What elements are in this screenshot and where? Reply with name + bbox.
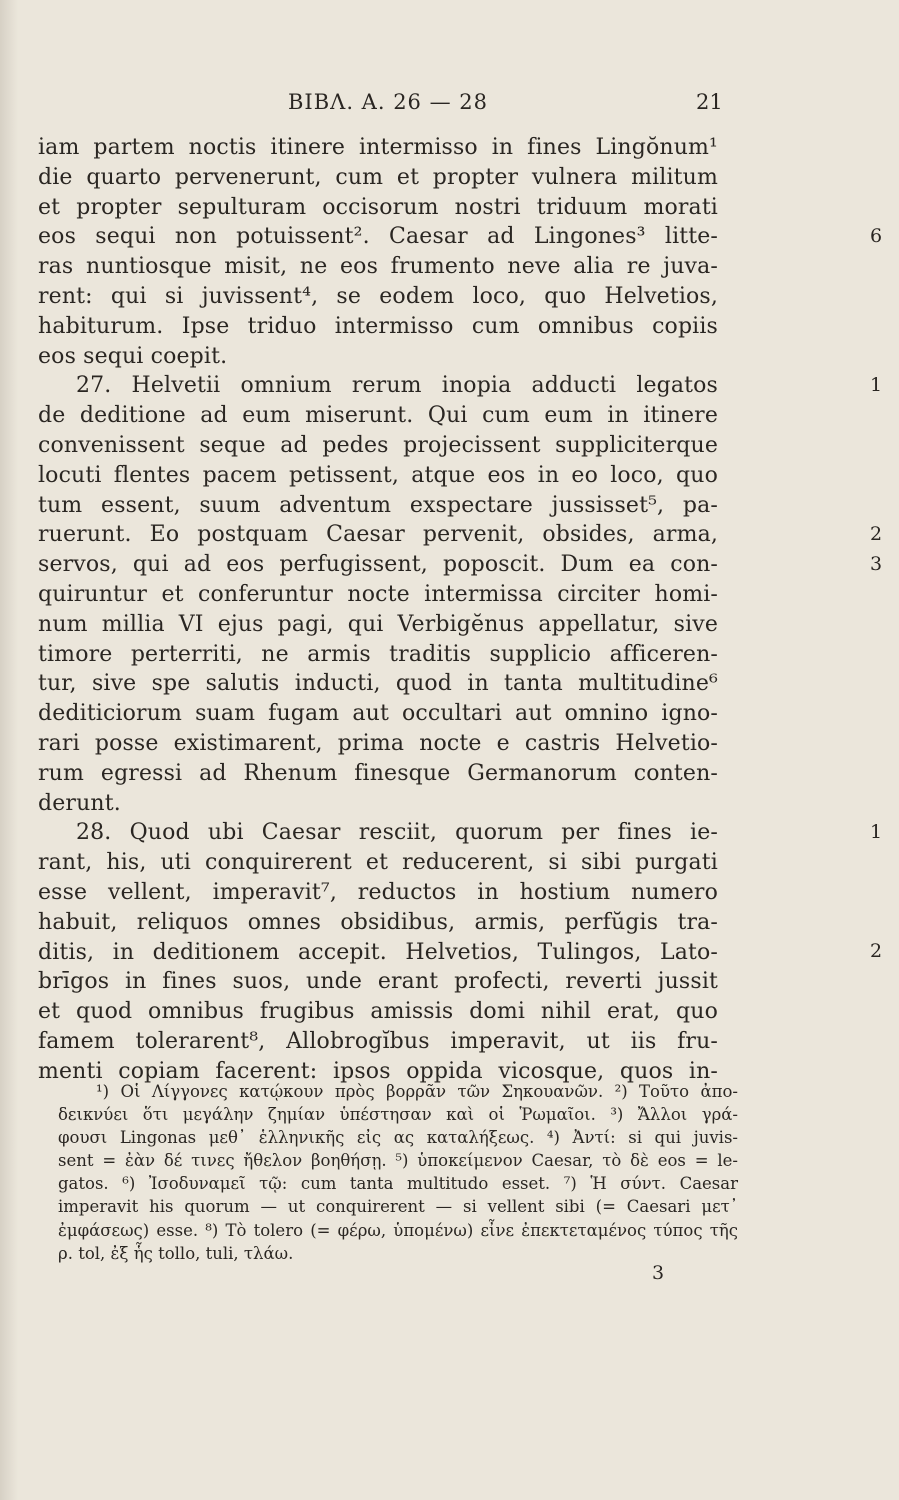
- text-line: et quod omnibus frugibus amissis domi nihil erat, quo: [38, 999, 718, 1025]
- text-line: habuit, reliquos omnes obsidibus, armis, perfŭgis tra-: [38, 909, 718, 935]
- margin-number: 1: [870, 374, 883, 396]
- text-line: servos, qui ad eos perfugissent, poposcit. Dum ea con-: [38, 552, 718, 578]
- text-line: eos sequi non potuissent². Caesar ad Lingones³ litte-: [38, 224, 718, 250]
- footnotes: [58, 1080, 738, 1265]
- text-line: timore perterriti, ne armis traditis supplicio afficeren-: [38, 641, 718, 667]
- footnote-line: imperavit his quorum — ut conquirerent — si vellent sibi (= Caesari μετ᾽: [58, 1197, 738, 1217]
- margin-number: 2: [870, 940, 883, 962]
- footnote-line: sent = ἐὰν δέ τινες ἤθελον βοηθήσῃ. ⁵) ὑποκείμενον Caesar, τὸ δὲ eos = le-: [58, 1151, 738, 1171]
- text-line: rent: qui si juvissent⁴, se eodem loco, quo Helvetios,: [38, 283, 718, 309]
- text-line: rant, his, uti conquirerent et reducerent, si sibi purgati: [38, 850, 718, 876]
- footnote-line: φουσι Lingonas μεθ᾽ ἑλληνικῆς εἰς ας καταλήξεως. ⁴) Ἀντί: si qui juvis-: [58, 1128, 738, 1148]
- footnote-line: δεικνύει ὅτι μεγάλην ζημίαν ὑπέστησαν καὶ οἱ Ῥωμαῖοι. ³) Ἄλλοι γρά-: [58, 1105, 738, 1125]
- footnote-line: ¹) Οἱ Λίγγονες κατῴκουν πρὸς βορρᾶν τῶν Σηκουανῶν. ²) Τοῦτο ἀπο-: [96, 1082, 738, 1101]
- text-line: eos sequi coepit.: [38, 343, 228, 369]
- text-line: ditis, in deditionem accepit. Helvetios, Tulingos, Lato-: [38, 939, 718, 965]
- text-line: habiturum. Ipse triduo intermisso cum omnibus copiis: [38, 313, 718, 339]
- text-line: quiruntur et conferuntur nocte intermissa circiter homi-: [38, 581, 718, 607]
- text-line: menti copiam facerent: ipsos oppida vicosque, quos in-: [38, 1058, 718, 1084]
- text-line: et propter sepulturam occisorum nostri triduum morati: [38, 194, 718, 220]
- text-line: locuti flentes pacem petissent, atque eos in eo loco, quo: [38, 462, 718, 488]
- margin-number: 1: [870, 821, 883, 843]
- footnote-line: gatos. ⁶) Ἰσοδυναμεῖ τῷ: cum tanta multitudo esset. ⁷) Ἡ σύντ. Caesar: [58, 1174, 738, 1194]
- text-line: tum essent, suum adventum exspectare jussisset⁵, pa-: [38, 492, 718, 518]
- text-line: iam partem noctis itinere intermisso in fines Lingŏnum¹: [38, 135, 718, 160]
- footnote-line: ἐμφάσεως) esse. ⁸) Τὸ tolero (= φέρω, ὑπομένω) εἶνε ἐπεκτεταμένος τύπος τῆς: [58, 1220, 738, 1240]
- main-text: [38, 133, 718, 1087]
- running-title: BIBΛ. A. 26 — 28: [288, 90, 488, 114]
- chapter-27-start: 27. Helvetii omnium rerum inopia adducti legatos: [76, 373, 718, 399]
- text-line: num millia VI ejus pagi, qui Verbigĕnus appellatur, sive: [38, 611, 718, 637]
- signature-mark: 3: [652, 1262, 665, 1284]
- text-line: brīgos in fines suos, unde erant profecti, reverti jussit: [38, 969, 718, 995]
- page-number: 21: [696, 90, 723, 114]
- text-line: die quarto pervenerunt, cum et propter vulnera militum: [38, 164, 718, 190]
- text-line: tur, sive spe salutis inducti, quod in tanta multitudine⁶: [38, 671, 718, 697]
- text-line: convenissent seque ad pedes projecissent suppliciterque: [38, 432, 718, 458]
- page-edge-shadow: [0, 0, 18, 1500]
- text-line: ras nuntiosque misit, ne eos frumento neve alia re juva-: [38, 254, 718, 280]
- text-line: ruerunt. Eo postquam Caesar pervenit, obsides, arma,: [38, 522, 718, 548]
- margin-number: 3: [870, 553, 883, 575]
- text-line: dediticiorum suam fugam aut occultari aut omnino igno-: [38, 701, 718, 727]
- footnote-line: ρ. tol, ἐξ ἧς tollo, tuli, τλάω.: [58, 1243, 294, 1263]
- text-line: derunt.: [38, 790, 121, 816]
- margin-number: 2: [870, 523, 883, 545]
- text-line: esse vellent, imperavit⁷, reductos in hostium numero: [38, 879, 718, 905]
- chapter-28-start: 28. Quod ubi Caesar resciit, quorum per fines ie-: [76, 820, 718, 846]
- text-line: de deditione ad eum miserunt. Qui cum eum in itinere: [38, 403, 718, 429]
- text-line: rari posse existimarent, prima nocte e castris Helvetio-: [38, 730, 718, 756]
- text-line: rum egressi ad Rhenum finesque Germanorum conten-: [38, 760, 718, 786]
- text-line: famem tolerarent⁸, Allobrogĭbus imperavit, ut iis fru-: [38, 1028, 718, 1054]
- margin-number: 6: [870, 225, 883, 247]
